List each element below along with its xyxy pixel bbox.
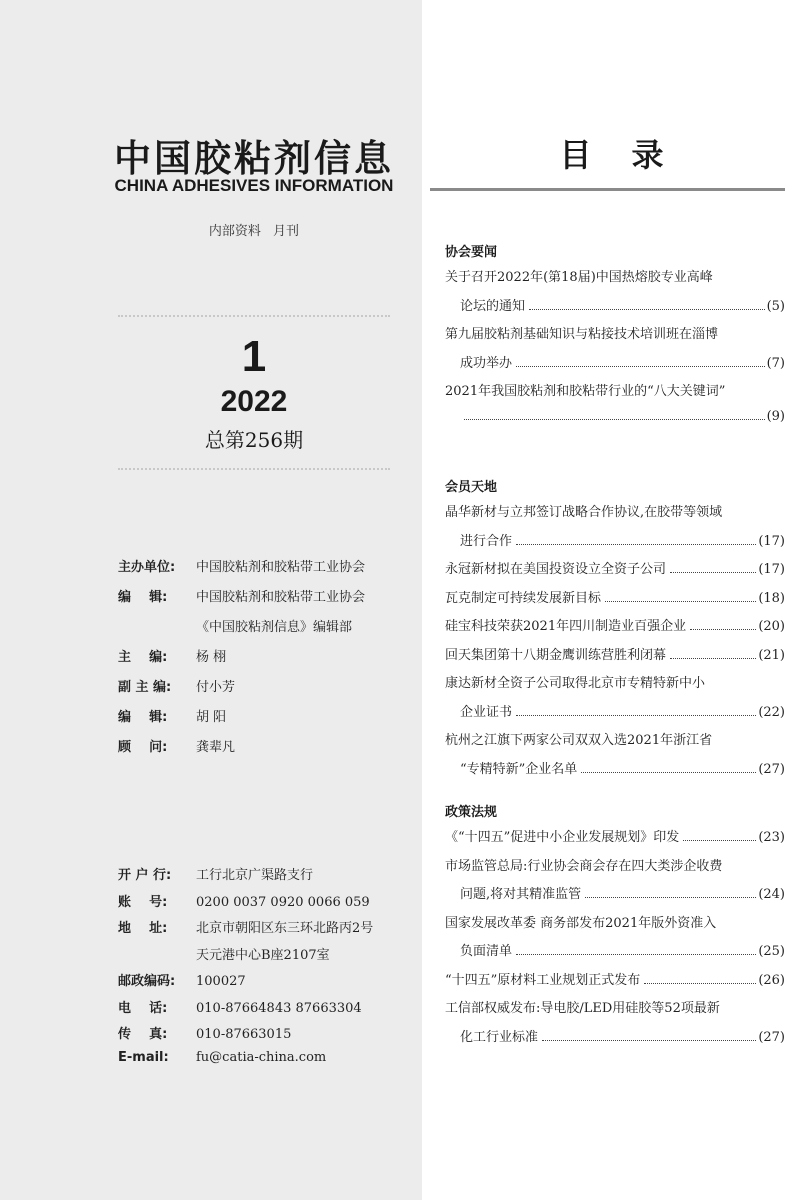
toc-entry-title: 晶华新材与立邦签订战略合作协议,在胶带等领域 xyxy=(445,505,723,520)
contact-row-value: fu@catia-china.com xyxy=(196,1049,327,1065)
editorial-info xyxy=(118,556,418,766)
toc-entry xyxy=(445,883,785,912)
toc-entry-title: 进行合作 xyxy=(460,533,513,549)
issue-number: 1 xyxy=(241,332,267,381)
editorial-row-label: 顾 问: xyxy=(118,740,168,755)
toc-entry xyxy=(445,587,785,616)
toc-entry xyxy=(445,940,785,969)
contact-row xyxy=(118,970,418,997)
editorial-row xyxy=(118,676,418,706)
contact-row-label: 电 话: xyxy=(118,1000,168,1016)
toc-dot-leader xyxy=(670,572,756,573)
toc-entry-title: 杭州之江旗下两家公司双双入选2021年浙江省 xyxy=(445,733,713,748)
contact-row-value: 北京市朝阳区东三环北路丙2号 xyxy=(196,921,374,936)
toc-entry xyxy=(445,855,785,884)
toc-page-number: (5) xyxy=(766,298,785,314)
editorial-row-value: 付小芳 xyxy=(196,680,236,695)
toc-entry-title: 问题,将对其精准监管 xyxy=(460,887,582,902)
toc-page-number: (22) xyxy=(758,704,785,720)
toc-page-number: (18) xyxy=(758,590,785,606)
contact-row xyxy=(118,944,418,971)
toc-page-number: (25) xyxy=(758,944,785,959)
toc-entry-title: 工信部权威发布:导电胶/LED用硅胶等52项最新 xyxy=(445,1001,720,1016)
toc-entry-title: “专精特新”企业名单 xyxy=(460,761,578,777)
magazine-title-english: CHINA ADHESIVES INFORMATION xyxy=(114,176,394,195)
issue-year: 2022 xyxy=(220,385,288,418)
editorial-row xyxy=(118,586,418,616)
toc-page-number: (17) xyxy=(758,533,785,549)
editorial-row-label: 编 辑: xyxy=(118,590,168,605)
publication-type: 内部资料 月刊 xyxy=(208,224,300,239)
toc-dot-leader xyxy=(683,840,756,841)
toc-entry-title: 永冠新材拟在美国投资设立全资子公司 xyxy=(445,562,667,577)
toc-entry xyxy=(445,758,785,787)
editorial-row-value: 龚辈凡 xyxy=(196,740,236,755)
toc-entry-title: 《“十四五”促进中小企业发展规划》印发 xyxy=(445,830,680,845)
toc-entry-title: 2021年我国胶粘剂和胶粘带行业的“八大关键词” xyxy=(445,384,726,399)
divider-bottom xyxy=(118,468,390,470)
editorial-row-value: 《中国胶粘剂信息》编辑部 xyxy=(196,620,353,635)
contact-row-label: 传 真: xyxy=(118,1027,168,1042)
toc-entry xyxy=(445,295,785,324)
toc-entry-title: 国家发展改革委 商务部发布2021年版外资准入 xyxy=(445,915,717,931)
contact-row-label: E-mail: xyxy=(118,1049,169,1065)
toc-page-number: (21) xyxy=(758,647,785,663)
contact-row xyxy=(118,1023,418,1050)
toc-section xyxy=(445,800,785,1054)
toc-page-number: (23) xyxy=(758,830,785,845)
toc-page-number: (7) xyxy=(766,355,785,371)
divider-top xyxy=(118,315,390,317)
editorial-row-value: 胡 阳 xyxy=(196,710,227,725)
toc-dot-leader xyxy=(529,309,765,310)
toc-page-number: (9) xyxy=(766,408,785,424)
toc-entry xyxy=(445,969,785,998)
toc-dot-leader xyxy=(670,658,756,659)
toc-dot-leader xyxy=(605,601,756,602)
toc-heading-rule xyxy=(430,188,785,191)
toc-entry xyxy=(445,644,785,673)
contact-row-value: 100027 xyxy=(196,974,246,989)
contact-row xyxy=(118,891,418,918)
toc-heading: 目录 xyxy=(559,136,704,174)
toc-entry xyxy=(445,1026,785,1055)
toc-entry xyxy=(445,323,785,352)
contact-row xyxy=(118,1050,418,1077)
toc-entry xyxy=(445,266,785,295)
toc-section-title: 会员天地 xyxy=(445,480,498,495)
toc-page-number: (26) xyxy=(758,972,785,988)
toc-entry xyxy=(445,615,785,644)
toc-dot-leader xyxy=(581,772,756,773)
toc-entry-title: 负面清单 xyxy=(460,944,513,959)
editorial-row xyxy=(118,616,418,646)
toc-entry-title: 企业证书 xyxy=(460,704,513,720)
toc-dot-leader xyxy=(516,954,756,955)
toc-section-title: 政策法规 xyxy=(445,805,498,820)
contact-row xyxy=(118,917,418,944)
toc-entry-title: 化工行业标准 xyxy=(460,1029,539,1045)
toc-entry xyxy=(445,826,785,855)
toc-entry-title: 成功举办 xyxy=(460,355,513,371)
toc-entry xyxy=(445,501,785,530)
toc-entry-title: 硅宝科技荣获2021年四川制造业百强企业 xyxy=(445,619,687,634)
toc-entry xyxy=(445,558,785,587)
toc-page-number: (27) xyxy=(758,761,785,777)
toc-dot-leader xyxy=(542,1040,756,1041)
toc-dot-leader xyxy=(516,715,756,716)
contact-row-value: 天元港中心B座2107室 xyxy=(196,947,330,963)
contact-row-label: 账 号: xyxy=(118,894,168,910)
toc-entry xyxy=(445,352,785,381)
toc-entry-title: 关于召开2022年(第18届)中国热熔胶专业高峰 xyxy=(445,270,713,285)
toc-entry xyxy=(445,530,785,559)
editorial-row-label: 主 编: xyxy=(118,650,168,665)
magazine-title: 中国胶粘剂信息 xyxy=(114,137,394,180)
toc-entry xyxy=(445,380,785,409)
toc-entry xyxy=(445,672,785,701)
toc-entry-title: 市场监管总局:行业协会商会存在四大类涉企收费 xyxy=(445,858,723,874)
toc-section-title: 协会要闻 xyxy=(445,245,498,260)
toc-entry-title: 论坛的通知 xyxy=(460,298,526,314)
editorial-row-value: 中国胶粘剂和胶粘带工业协会 xyxy=(196,590,366,605)
toc-section xyxy=(445,475,785,786)
toc-entry xyxy=(445,729,785,758)
toc-page-number: (17) xyxy=(758,562,785,577)
contact-row-value: 010-87664843 87663304 xyxy=(196,1000,362,1016)
toc-dot-leader xyxy=(690,629,756,630)
editorial-row xyxy=(118,556,418,586)
toc-entry xyxy=(445,997,785,1026)
toc-dot-leader xyxy=(585,897,756,898)
issue-total: 总第256期 xyxy=(204,428,304,452)
contact-row-value: 0200 0037 0920 0066 059 xyxy=(196,894,370,910)
toc-page-number: (24) xyxy=(758,887,785,902)
toc-entry-title: “十四五”原材料工业规划正式发布 xyxy=(445,972,641,988)
editorial-row xyxy=(118,736,418,766)
toc-page-number: (20) xyxy=(758,619,785,634)
editorial-row-label: 编 辑: xyxy=(118,710,168,725)
toc-dot-leader xyxy=(644,983,756,984)
toc-dot-leader xyxy=(464,419,765,420)
toc-entry xyxy=(445,912,785,941)
toc-entry-title: 瓦克制定可持续发展新目标 xyxy=(445,590,602,606)
toc-entry-title: 第九届胶粘剂基础知识与粘接技术培训班在淄博 xyxy=(445,327,719,342)
editorial-row xyxy=(118,646,418,676)
toc-entry-title: 康达新材全资子公司取得北京市专精特新中小 xyxy=(445,676,706,691)
editorial-row-value: 中国胶粘剂和胶粘带工业协会 xyxy=(196,560,366,575)
contact-row xyxy=(118,997,418,1024)
editorial-row xyxy=(118,706,418,736)
editorial-row-label: 主办单位: xyxy=(118,560,176,575)
toc-entry xyxy=(445,409,785,438)
editorial-row-label: 副 主 编: xyxy=(118,680,172,695)
toc-entry-title: 回天集团第十八期金鹰训练营胜利闭幕 xyxy=(445,647,667,663)
editorial-row-value: 杨 栩 xyxy=(196,650,227,665)
contact-info xyxy=(118,864,418,1076)
contact-row-label: 邮政编码: xyxy=(118,974,176,989)
toc-entry xyxy=(445,701,785,730)
toc-dot-leader xyxy=(516,366,765,367)
toc-page-number: (27) xyxy=(758,1029,785,1045)
toc-dot-leader xyxy=(516,544,756,545)
contact-row-label: 开 户 行: xyxy=(118,868,172,883)
contact-row xyxy=(118,864,418,891)
contact-row-label: 地 址: xyxy=(118,921,168,936)
contact-row-value: 工行北京广渠路支行 xyxy=(196,868,314,883)
contact-row-value: 010-87663015 xyxy=(196,1027,292,1042)
toc-section xyxy=(445,240,785,437)
